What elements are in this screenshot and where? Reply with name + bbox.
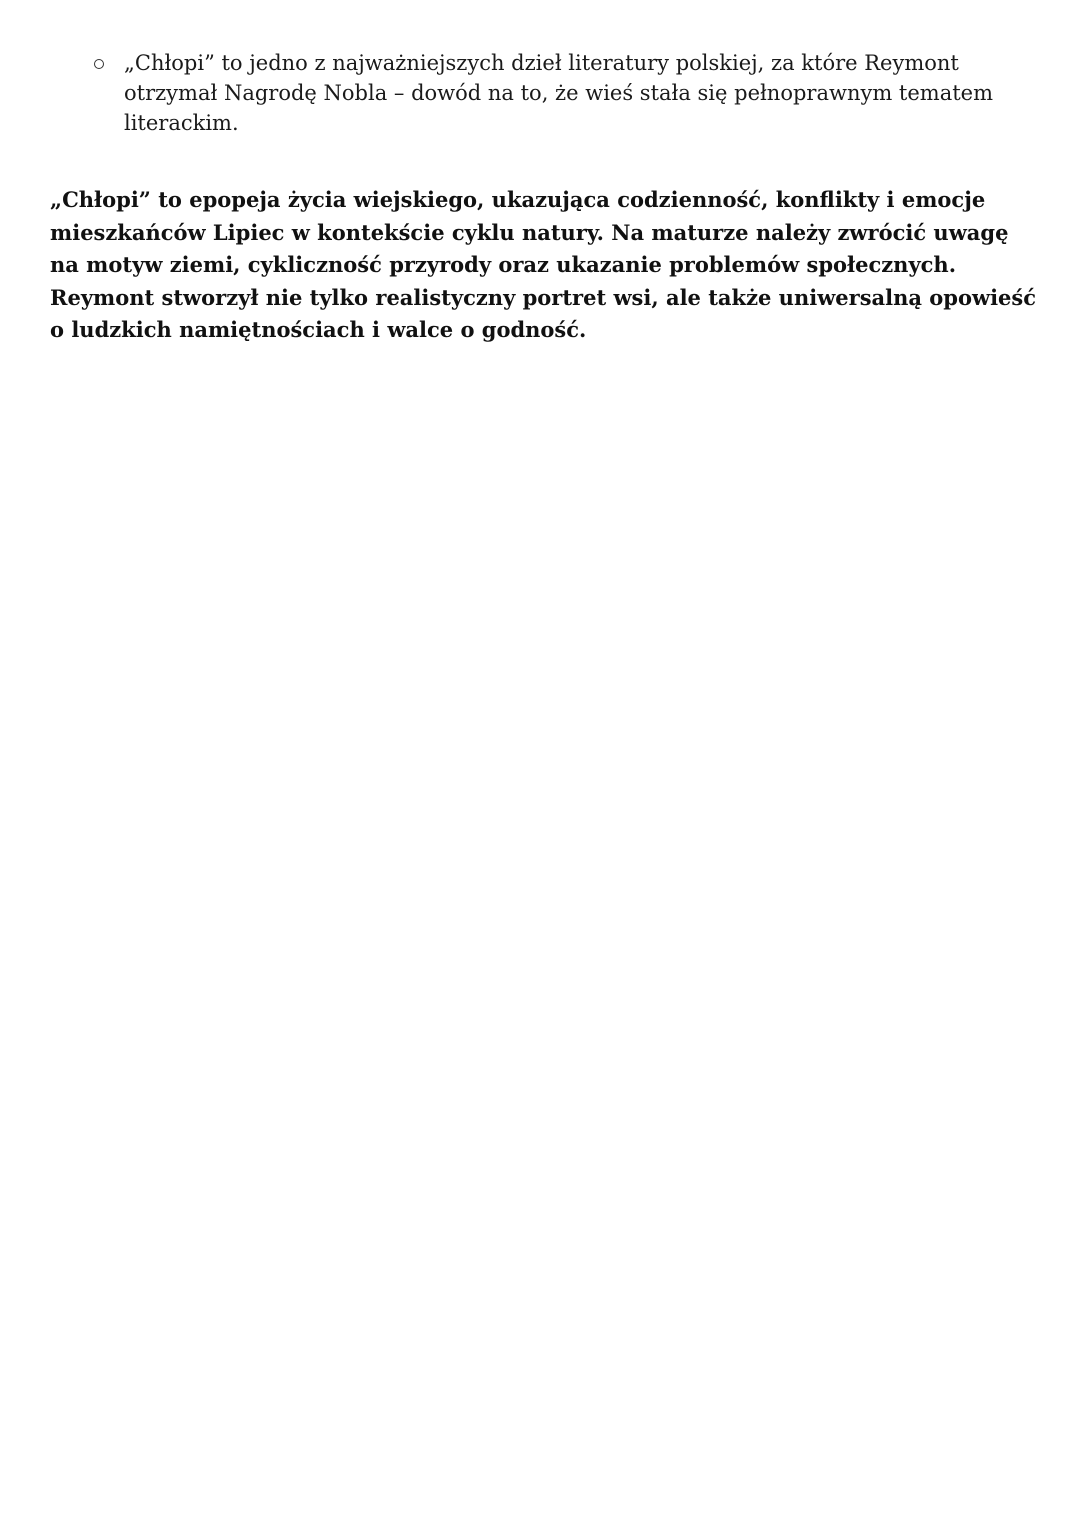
hollow-circle-bullet-icon	[94, 59, 104, 69]
bullet-list	[94, 48, 1034, 138]
summary-paragraph: „Chłopi” to epopeja życia wiejskiego, ukazująca codzienność, konflikty i emocje mieszkańców Lipiec w kontekście cyklu natury. Na maturze należy zwrócić uwagę na motyw ziemi, cykliczność przyrody oraz ukazanie problemów społecznych. Reymont stworzył nie tylko realistyczny portret wsi, ale także uniwersalną opowieść o ludzkich namiętnościach i walce o godność.	[50, 187, 1037, 342]
bullet-text: „Chłopi” to jedno z najważniejszych dzieł literatury polskiej, za które Reymont otrzymał Nagrodę Nobla – dowód na to, że wieś stała się pełnoprawnym tematem literackim.	[124, 51, 994, 135]
list-item	[94, 48, 1034, 138]
